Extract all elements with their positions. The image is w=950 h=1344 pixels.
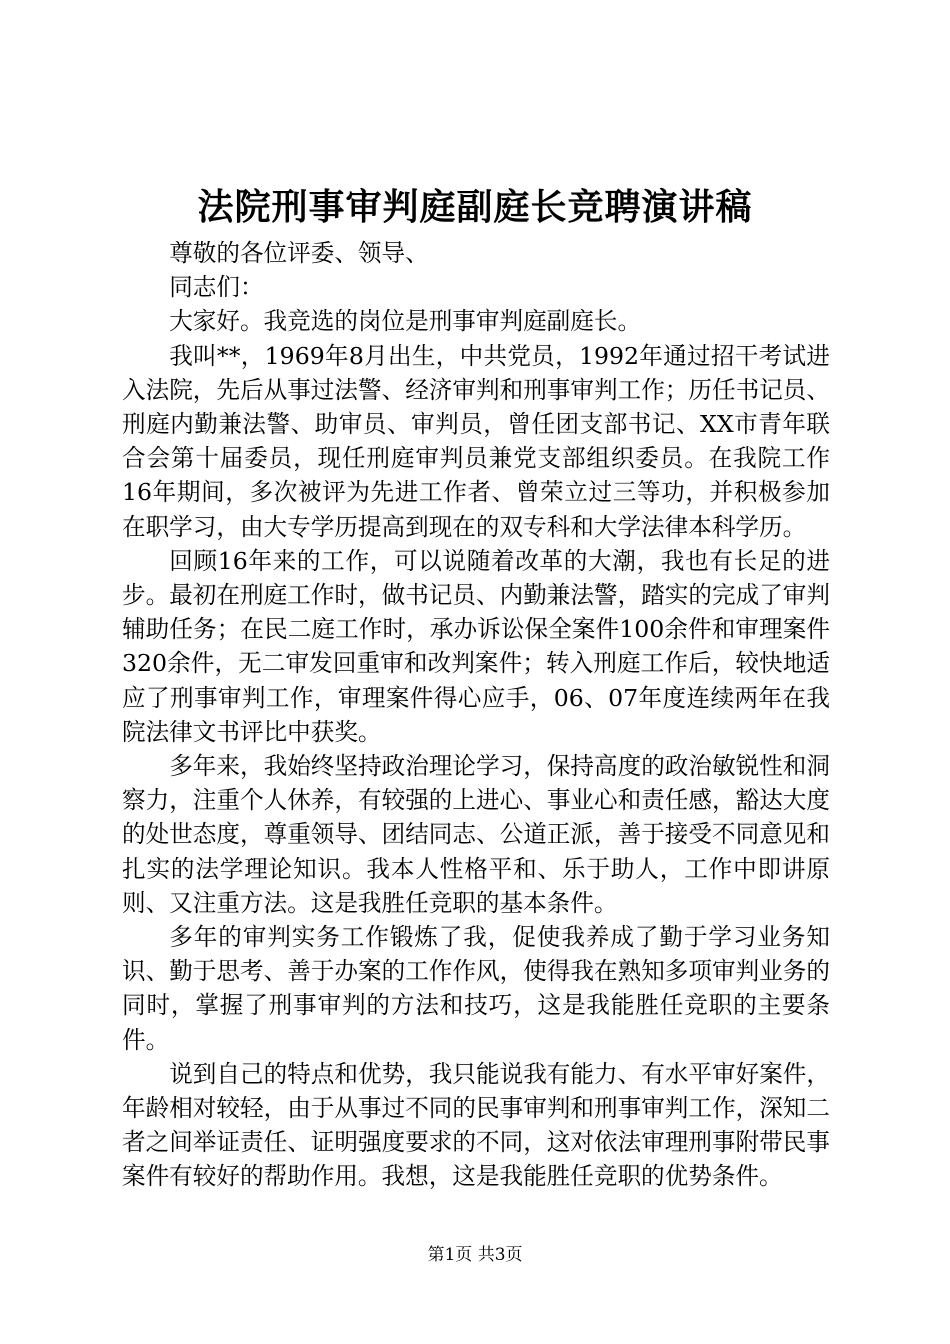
self-introduction-paragraph: 我叫**，1969年8月出生，中共党员，1992年通过招干考试进入法院，先后从事过法警、经济审判和刑事审判工作；历任书记员、刑庭内勤兼法警、助审员、审判员，曾任团支部书记、XX市青年联合会第十届委员，现任刑庭审判员兼党支部组织委员。在我院工作16年期间，多次被评为先进工作者、曾荣立过三等功，并积极参加在职学习，由大专学历提高到现在的双专科和大学法律本科学历。 [122, 341, 830, 541]
salutation-line-1: 尊敬的各位评委、领导、 [169, 239, 429, 267]
salutation-line-2: 同志们： [169, 273, 264, 302]
advantage-conditions-paragraph: 说到自己的特点和优势，我只能说我有能力、有水平审好案件，年龄相对较轻，由于从事过不同的民事审判和刑事审判工作，深知二者之间举证责任、证明强度要求的不同，这对依法审理刑事附带民事案件有较好的帮助作用。我想，这是我能胜任竞职的优势条件。 [122, 1059, 830, 1191]
page-number-footer: 第1页 共3页 [427, 1245, 523, 1265]
work-review-paragraph: 回顾16年来的工作，可以说随着改革的大潮，我也有长足的进步。最初在刑庭工作时，做书记员、内勤兼法警，踏实的完成了审判辅助任务；在民二庭工作时，承办诉讼保全案件100余件和审理案件320余件，无二审发回重审和改判案件；转入刑庭工作后，较快地适应了刑事审判工作，审理案件得心应手，06、07年度连续两年在我院法律文书评比中获奖。 [122, 546, 830, 746]
document-title: 法院刑事审判庭副庭长竞聘演讲稿 [197, 186, 753, 228]
greeting-paragraph: 大家好。我竞选的岗位是刑事审判庭副庭长。 [169, 307, 642, 336]
main-conditions-paragraph: 多年的审判实务工作锻炼了我，促使我养成了勤于学习业务知识、勤于思考、善于办案的工作作风，使得我在熟知多项审判业务的同时，掌握了刑事审判的方法和技巧，这是我能胜任竞职的主要条件。 [122, 923, 830, 1054]
basic-conditions-paragraph: 多年来，我始终坚持政治理论学习，保持高度的政治敏锐性和洞察力，注重个人休养，有较强的上进心、事业心和责任感，豁达大度的处世态度，尊重领导、团结同志、公道正派，善于接受不同意见和扎实的法学理论知识。我本人性格平和、乐于助人，工作中即讲原则、又注重方法。这是我胜任竞职的基本条件。 [122, 752, 830, 917]
document-body [122, 236, 830, 1194]
